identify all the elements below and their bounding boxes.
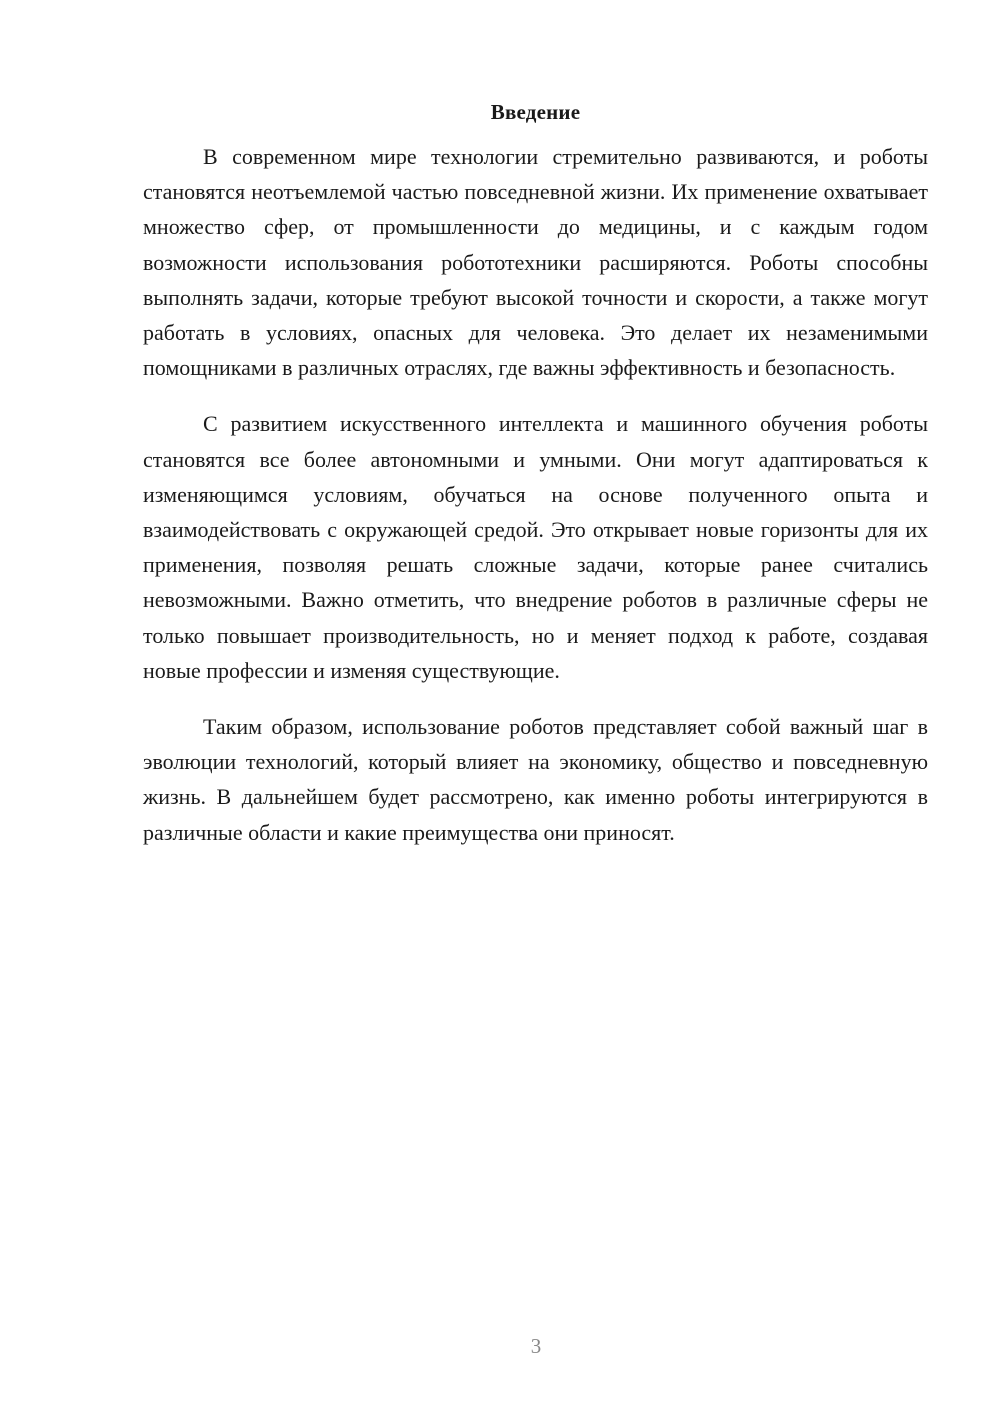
paragraph-3: Таким образом, использование роботов представляет собой важный шаг в эволюции технологий, который влияет на экономику, общество и повседневную жизнь. В дальнейшем будет рассмотрено, как именно роботы интегрируются в различные области и какие преимущества они приносят. [143,714,928,845]
page-number: 3 [530,1334,542,1358]
paragraph-1: В современном мире технологии стремительно развиваются, и роботы становятся неотъемлемой частью повседневной жизни. Их применение охватывает множество сфер, от промышленности до медицины, и с каждым годом возможности использования робототехники расширяются. Роботы способны выполнять задачи, которые требуют высокой точности и скорости, а также могут работать в условиях, опасных для человека. Это делает их незаменимыми помощниками в различных отраслях, где важны эффективность и безопасность. [143,144,928,381]
section-title: Введение [490,100,581,124]
page-content [143,96,928,871]
paragraph-2: С развитием искусственного интеллекта и машинного обучения роботы становятся все более автономными и умными. Они могут адаптироваться к изменяющимся условиям, обучаться на основе полученного опыта и взаимодействовать с окружающей средой. Это открывает новые горизонты для их применения, позволяя решать сложные задачи, которые ранее считались невозможными. Важно отметить, что внедрение роботов в различные сферы не только повышает производительность, но и меняет подход к работе, создавая новые профессии и изменяя существующие. [143,411,928,683]
